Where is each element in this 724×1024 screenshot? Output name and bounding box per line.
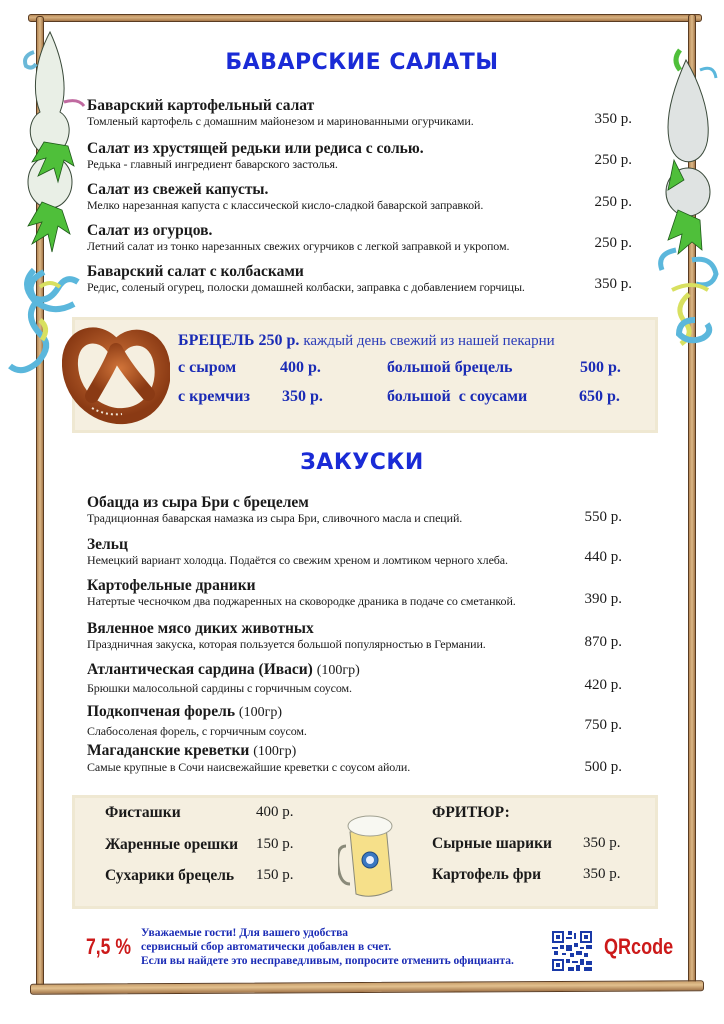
item-price: 550 р. <box>584 509 622 525</box>
item-description: Традиционная баварская намазка из сыра Бри, сливочного масла и специй. <box>87 511 463 525</box>
ribbon-right-icon <box>655 290 720 350</box>
item-price: 250 р. <box>594 194 632 210</box>
radish-garland-right-icon <box>652 40 724 310</box>
item-description: Томленый картофель с домашним майонезом и маринованными огурчиками. <box>87 114 474 128</box>
note-line: Уважаемые гости! Для вашего удобства <box>141 927 349 939</box>
item-description: Праздничная закуска, которая пользуется большой популярностью в Германии. <box>87 637 486 651</box>
qr-code-label: QRcode <box>604 934 674 959</box>
item-price: 420 р. <box>584 677 622 693</box>
bar-snack-price: 350 р. <box>583 866 621 882</box>
item-name: Картофельные драники <box>87 577 256 594</box>
item-name-text: Подкопченая форель <box>87 703 236 720</box>
item-description: Редька - главный ингредиент баварского застолья. <box>87 157 338 171</box>
item-price: 350 р. <box>594 111 632 127</box>
item-price: 500 р. <box>584 759 622 775</box>
pretzel-option-price: 350 р. <box>282 388 323 405</box>
item-description: Натертые чесночком два поджаренных на сковородке драника в подаче со сметанкой. <box>87 594 516 608</box>
pretzel-tagline: каждый день свежий из нашей пекарни <box>303 333 555 349</box>
pretzel-option-name: большой брецель <box>387 359 513 376</box>
item-description: Слабосоленая форель, с горчичным соусом. <box>87 724 307 738</box>
item-name: Салат из хрустящей редьки или редиса с солью. <box>87 140 424 157</box>
item-price: 440 р. <box>584 549 622 565</box>
item-name <box>87 742 632 760</box>
pretzel-headline <box>178 332 555 350</box>
item-name: Баварский салат с колбасками <box>87 263 304 280</box>
item-price: 250 р. <box>594 152 632 168</box>
section-title-snacks: ЗАКУСКИ <box>300 450 424 475</box>
menu-item <box>87 140 632 172</box>
bar-snack-name: Фисташки <box>105 804 181 821</box>
item-description: Мелко нарезанная капуста с классической кисло-сладкой баварской заправкой. <box>87 198 484 212</box>
qr-code-icon[interactable] <box>552 931 592 971</box>
beer-mug-icon <box>338 810 398 900</box>
bar-snack-price: 150 р. <box>256 836 294 852</box>
menu-item <box>87 703 632 739</box>
pretzel-price: 250 р. <box>258 332 300 349</box>
section-title-salads: БАВАРСКИЕ САЛАТЫ <box>225 50 499 75</box>
item-price: 250 р. <box>594 235 632 251</box>
menu-item <box>87 577 632 609</box>
menu-item <box>87 181 632 213</box>
menu-item <box>87 536 632 568</box>
item-name <box>87 661 632 679</box>
pretzel-option-name: большой с соусами <box>387 388 528 405</box>
item-name: Вяленное мясо диких животных <box>87 620 314 637</box>
pretzel-option-name: с сыром <box>178 359 237 376</box>
fryer-title: ФРИТЮР: <box>432 804 510 821</box>
frame-bottom-border <box>30 980 704 995</box>
pretzel-option-price: 500 р. <box>580 359 621 376</box>
item-name: Салат из свежей капусты. <box>87 181 269 198</box>
item-name: Баварский картофельный салат <box>87 97 315 114</box>
menu-item <box>87 97 632 129</box>
pretzel-icon <box>62 322 170 426</box>
item-name: Зельц <box>87 536 128 553</box>
frame-top-border <box>28 14 702 22</box>
item-name <box>87 703 632 721</box>
item-name: Салат из огурцов. <box>87 222 213 239</box>
bar-snack-price: 150 р. <box>256 867 294 883</box>
bar-snack-price: 350 р. <box>583 835 621 851</box>
service-fee-percent: 7,5 % <box>86 934 132 959</box>
item-price: 390 р. <box>584 591 622 607</box>
item-price: 870 р. <box>584 634 622 650</box>
bar-snack-price: 400 р. <box>256 804 294 820</box>
item-description: Самые крупные в Сочи наисвежайшие креветки с соусом айоли. <box>87 760 411 774</box>
note-line: Если вы найдете это несправедливым, попросите отменить официанта. <box>141 955 514 967</box>
item-description: Брюшки малосольной сардины с горчичным соусом. <box>87 681 352 695</box>
item-price: 750 р. <box>584 717 622 733</box>
item-description: Летний салат из тонко нарезанных свежих огурчиков с легкой заправкой и укропом. <box>87 239 510 253</box>
bar-snack-name: Картофель фри <box>432 866 542 883</box>
bar-snack-name: Сухарики брецель <box>105 867 235 884</box>
menu-item <box>87 620 632 652</box>
item-weight: (100гр) <box>238 705 282 720</box>
pretzel-option-price: 650 р. <box>579 388 620 405</box>
pretzel-option-name: с кремчиз <box>178 388 250 405</box>
service-fee-note <box>141 926 514 968</box>
bar-snack-name: Жаренные орешки <box>105 836 239 853</box>
item-name-text: Магаданские креветки <box>87 742 250 759</box>
menu-item <box>87 222 632 254</box>
item-name: Обацда из сыра Бри с брецелем <box>87 494 309 511</box>
item-price: 350 р. <box>594 276 632 292</box>
pretzel-title: БРЕЦЕЛЬ <box>178 332 255 349</box>
bar-snack-name: Сырные шарики <box>432 835 552 852</box>
menu-item <box>87 661 632 696</box>
menu-item <box>87 494 632 526</box>
item-description: Немецкий вариант холодца. Подаётся со свежим хреном и ломтиком черного хлеба. <box>87 553 508 567</box>
item-name-text: Атлантическая сардина (Иваси) <box>87 661 313 678</box>
menu-item <box>87 742 632 775</box>
note-line: сервисный сбор автоматически добавлен в счет. <box>141 941 392 953</box>
menu-item <box>87 263 632 295</box>
item-description: Редис, соленый огурец, полоски домашней колбаски, заправка с добавлением горчицы. <box>87 280 525 294</box>
pretzel-option-price: 400 р. <box>280 359 321 376</box>
item-weight: (100гр) <box>316 663 360 678</box>
item-weight: (100гр) <box>253 744 297 759</box>
